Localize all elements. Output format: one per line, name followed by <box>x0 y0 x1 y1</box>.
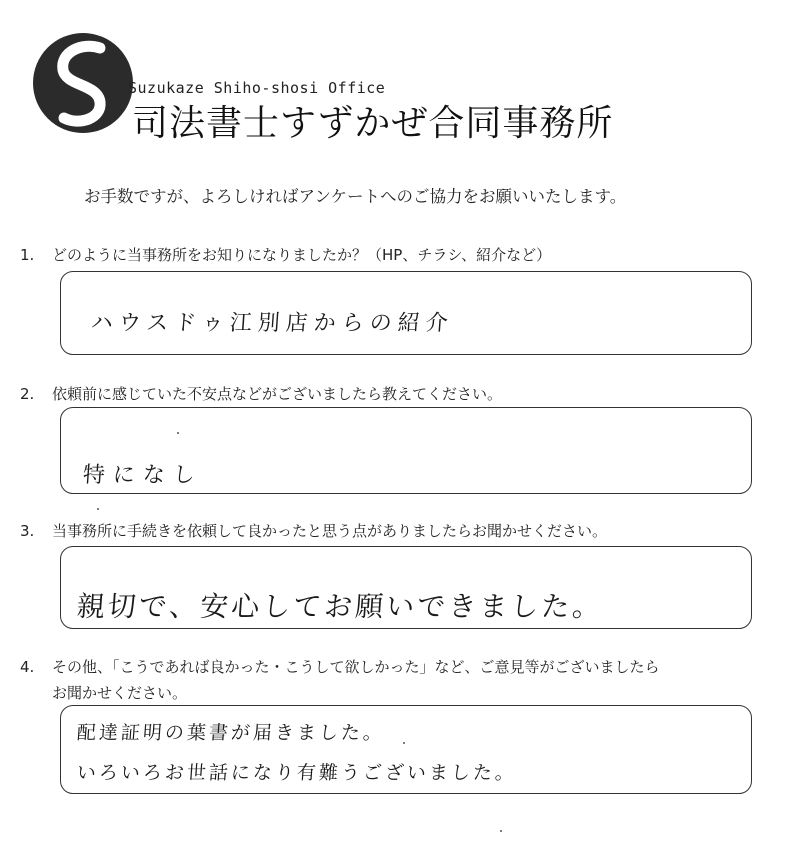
office-name-english: Suzukaze Shiho-shosi Office <box>128 79 386 97</box>
question-text: その他、「こうであれば良かった・こうして欲しかった」など、ご意見等がございましたら <box>52 658 660 676</box>
answer-text: 親切で、安心してお願いできました。 <box>75 590 605 623</box>
office-name-japanese: 司法書士すずかぜ合同事務所 <box>132 103 614 144</box>
answer-text: ハウスドゥ江別店からの紹介 <box>89 311 455 336</box>
question-text: 依頼前に感じていた不安点などがございましたら教えてください。 <box>52 385 503 403</box>
question-text: 当事務所に手続きを依頼して良かったと思う点がありましたらお聞かせください。 <box>52 522 608 540</box>
question-3 <box>20 520 607 541</box>
answer-box-2 <box>60 407 752 494</box>
intro-text: お手数ですが、よろしければアンケートへのご協力をお願いいたします。 <box>84 187 627 206</box>
answer-box-1 <box>60 271 752 355</box>
answer-text: 特になし <box>81 463 204 488</box>
question-number: 1. <box>20 246 35 264</box>
answer-text-line-1: 配達証明の葉書が届きました。 <box>76 722 386 744</box>
question-4-continued: お聞かせください。 <box>52 684 188 702</box>
office-logo <box>30 30 136 136</box>
question-number: 4. <box>20 658 35 676</box>
answer-box-4 <box>60 705 752 794</box>
question-4 <box>20 656 660 677</box>
question-text: どのように当事務所をお知りになりましたか？（HP、チラシ、紹介など） <box>52 246 552 264</box>
answer-box-3 <box>60 546 752 629</box>
question-2 <box>20 383 502 404</box>
question-1 <box>20 244 551 265</box>
answer-text-line-2: いろいろお世話になり有難うございました。 <box>76 762 518 784</box>
question-number: 2. <box>20 385 35 403</box>
question-number: 3. <box>20 522 35 540</box>
